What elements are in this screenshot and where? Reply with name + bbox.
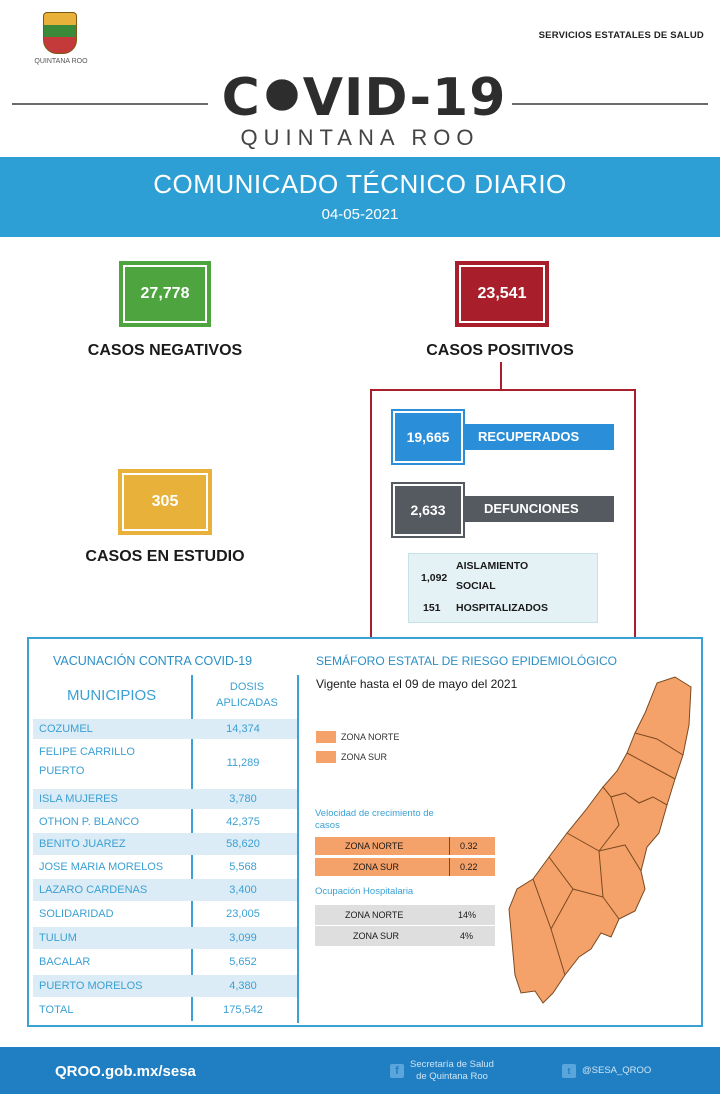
- semaforo-title: SEMÁFORO ESTATAL DE RIESGO EPIDEMIOLÓGICO: [316, 654, 617, 668]
- vaccination-panel: [27, 637, 703, 1027]
- semaforo-vigencia: Vigente hasta el 09 de mayo del 2021: [316, 677, 518, 691]
- estudio-box: 305: [118, 469, 212, 535]
- hospitalizados-value: 151: [423, 602, 441, 614]
- defunciones-value: 2,633: [391, 482, 465, 538]
- panel-divider: [297, 675, 299, 1023]
- state-logo: [26, 12, 96, 74]
- hospitalizados-label: HOSPITALIZADOS: [456, 602, 548, 614]
- legend-swatch-norte: [316, 731, 336, 743]
- table-row: LAZARO CARDENAS 3,400: [33, 879, 297, 901]
- recuperados-value: 19,665: [391, 409, 465, 465]
- recuperados-bar: RECUPERADOS: [440, 424, 614, 450]
- facebook-icon[interactable]: f: [390, 1064, 404, 1078]
- aislamiento-label-1: AISLAMIENTO: [456, 560, 529, 572]
- table-row: FELIPE CARRILLO PUERTO 11,289: [39, 746, 260, 777]
- ocupacion-row-norte: ZONA NORTE 14%: [315, 905, 495, 925]
- velocidad-divider: [449, 858, 450, 876]
- aislamiento-value: 1,092: [421, 572, 448, 584]
- estudio-label: CASOS EN ESTUDIO: [85, 548, 245, 565]
- title-divider-right: [512, 103, 708, 105]
- table-row: JOSE MARIA MORELOS 5,568: [39, 861, 257, 873]
- velocidad-divider: [449, 837, 450, 855]
- positivos-connector: [500, 362, 502, 390]
- table-row: BENITO JUAREZ 58,620: [33, 833, 297, 855]
- page-subtitle: QUINTANA ROO: [240, 125, 480, 150]
- report-banner: [0, 157, 720, 237]
- positivos-box: 23,541: [455, 261, 549, 327]
- legend-swatch-sur: [316, 751, 336, 763]
- legend-label-norte: ZONA NORTE: [341, 732, 400, 742]
- agency-name: SERVICIOS ESTATALES DE SALUD: [538, 30, 704, 41]
- footer: [0, 1047, 720, 1094]
- footer-url[interactable]: QROO.gob.mx/sesa: [55, 1063, 196, 1080]
- negativos-box: 27,778: [119, 261, 211, 327]
- page-title: C VID-19: [221, 68, 507, 128]
- quintana-roo-map: [507, 675, 695, 1005]
- table-row: BACALAR 5,652: [39, 956, 257, 968]
- logo-label: QUINTANA ROO: [34, 58, 88, 65]
- virus-icon: [262, 75, 302, 115]
- velocidad-row-norte: ZONA NORTE 0.32: [315, 837, 495, 855]
- map-zona-sur: [509, 787, 667, 1003]
- ocupacion-row-sur: ZONA SUR 4%: [315, 926, 495, 946]
- table-row: PUERTO MORELOS 4,380: [33, 975, 297, 997]
- report-title: COMUNICADO TÉCNICO DIARIO: [153, 169, 567, 199]
- table-row: OTHON P. BLANCO 42,375: [39, 816, 260, 828]
- title-divider-left: [12, 103, 208, 105]
- table-row: COZUMEL 14,374: [33, 719, 297, 739]
- defunciones-bar: DEFUNCIONES: [440, 496, 614, 522]
- legend-label-sur: ZONA SUR: [341, 752, 388, 762]
- aislamiento-label-2: SOCIAL: [456, 580, 496, 592]
- vaccination-title: VACUNACIÓN CONTRA COVID-19: [53, 654, 253, 668]
- ocupacion-title: Ocupación Hospitalaria: [315, 886, 414, 897]
- map-zona-norte: [603, 677, 691, 805]
- shield-icon: [43, 12, 77, 54]
- velocidad-row-sur: ZONA SUR 0.22: [315, 858, 495, 876]
- positivos-label: CASOS POSITIVOS: [426, 342, 574, 359]
- col-municipios: MUNICIPIOS: [67, 687, 157, 704]
- table-row-total: TOTAL 175,542: [39, 1004, 263, 1016]
- table-row: SOLIDARIDAD 23,005: [39, 908, 260, 920]
- negativos-label: CASOS NEGATIVOS: [87, 342, 243, 359]
- velocidad-title: Velocidad de crecimiento de casos: [315, 808, 434, 831]
- table-row: TULUM 3,099: [33, 927, 297, 949]
- twitter-handle[interactable]: @SESA_QROO: [582, 1065, 652, 1076]
- report-date: 04-05-2021: [321, 206, 399, 223]
- twitter-icon[interactable]: t: [562, 1064, 576, 1078]
- table-row: ISLA MUJERES 3,780: [33, 789, 297, 809]
- vaccination-table: [33, 719, 297, 1023]
- col-dosis: DOSIS APLICADAS: [216, 681, 278, 709]
- aislamiento-box: [408, 553, 598, 623]
- facebook-label[interactable]: Secretaría de Salud de Quintana Roo: [410, 1059, 494, 1082]
